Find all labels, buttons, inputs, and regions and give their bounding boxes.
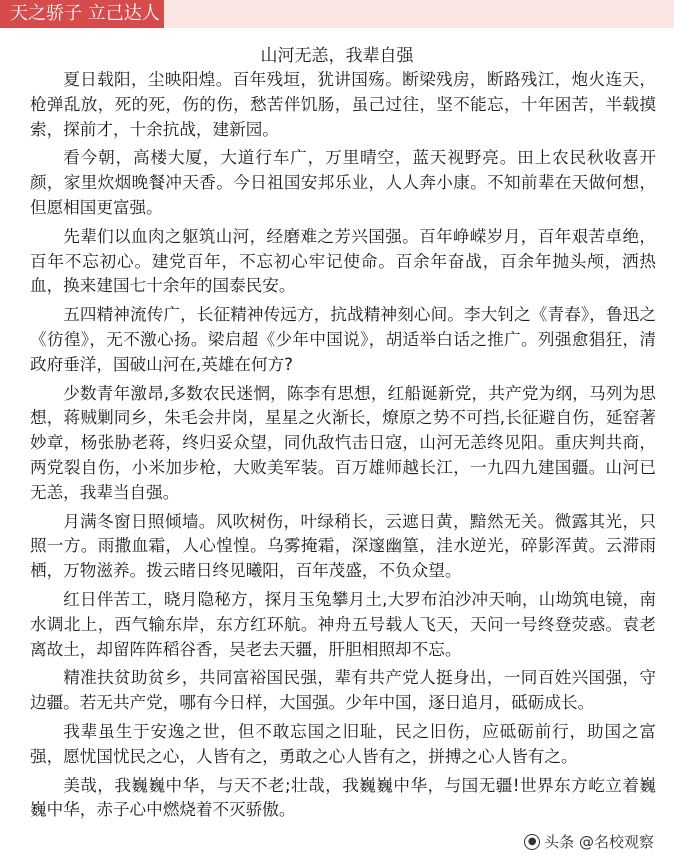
paragraph: 看今朝，高楼大厦，大道行车广，万里晴空，蓝天视野亮。田上农民秋收喜开颜，家里炊烟晚餐冲天香。今日祖国安邦乐业，人人奔小康。不知前辈在天做何想，但愿相国更富强。 [30, 148, 656, 217]
banner-stripe [164, 0, 674, 28]
paragraph: 夏日载阳，尘映阳煌。百年残垣，犹讲国殇。断梁残房，断路残江，炮火连天，枪弹乱放，死的死，伤的伤，愁苦伴饥肠，虽己过往，坚不能忘，十年困苦，半载摸索，探前才，十余抗战，建新园。 [30, 70, 656, 139]
paragraph: 五四精神流传广，长征精神传远方，抗战精神刻心间。李大钊之《青春》，鲁迅之《彷徨》，无不激心扬。梁启超《少年中国说》，胡适举白话之推广。列强愈猖狂，清政府垂洋，国破山河在,英雄在何方? [30, 305, 656, 374]
article-body [30, 68, 656, 827]
article-title: 山河无恙，我辈自强 [260, 46, 414, 66]
header-banner [0, 0, 674, 30]
watermark-text: 头条 @名校观察 [544, 833, 654, 851]
paragraph: 我辈虽生于安逸之世，但不敢忘国之旧耻，民之旧伤，应砥砺前行，助国之富强，愿忧国忧民之心，人皆有之，勇敢之心人皆有之，拼搏之心人皆有之。 [30, 721, 656, 766]
banner-tag: 天之骄子 立己达人 [0, 0, 164, 28]
source-watermark [520, 829, 658, 854]
camera-icon: ● [524, 834, 540, 850]
paragraph: 先辈们以血肉之躯筑山河，经磨难之芳兴国强。百年峥嵘岁月，百年艰苦卓绝，百年不忘初心。建党百年，不忘初心牢记使命。百余年奋战，百余年抛头颅，洒热血，换来建国七十余年的国泰民安。 [30, 226, 656, 296]
paragraph: 少数青年激昂,多数农民迷惘，陈李有思想，红船诞新党，共产党为纲，马列为思想，蒋贼剿同乡，朱毛会井岗，星星之火渐长，燎原之势不可挡,长征避自伤，延窑著妙章，杨张胁老蒋，终归妥众望，同仇敌忾击日寇，山河无恙终见阳。重庆判共商，两党裂自伤，小米加步枪，大败美军装。百万雄师越长江，一九四九建国疆。山河已无恙，我辈当自强。 [30, 383, 656, 502]
paragraph: 红日伴苦工，晓月隐秘方，探月玉兔攀月土,大罗布泊沙冲天响，山坳筑电镜，南水调北上，西气输东岸，东方红环航。神舟五号载人飞天，天问一号终登荧惑。袁老离故土，却留阵阵稻谷香，吴老去天疆，肝胆相照却不忘。 [30, 589, 656, 659]
paragraph: 精准扶贫助贫乡，共同富裕国民强，辈有共产党人挺身出，一同百姓兴国强，守边疆。若无共产党，哪有今日样，大国强。少年中国，逐日追月，砥砺成长。 [30, 668, 656, 713]
paragraph: 月满冬窗日照倾墙。风吹树伤，叶绿稍长，云遮日黄，黯然无关。微露其光，只照一方。雨撒血霜，人心惶惶。乌雾掩霜，深邃幽篁，洼水逆光，碎影浑黄。云滞雨栖，万物滋养。拨云睹日终见曦阳，百年茂盛，不负众望。 [30, 511, 656, 581]
paragraph: 美哉，我巍巍中华，与天不老;壮哉，我巍巍中华，与国无疆!世界东方屹立着巍巍中华，赤子心中燃烧着不灭骄傲。 [30, 775, 656, 820]
